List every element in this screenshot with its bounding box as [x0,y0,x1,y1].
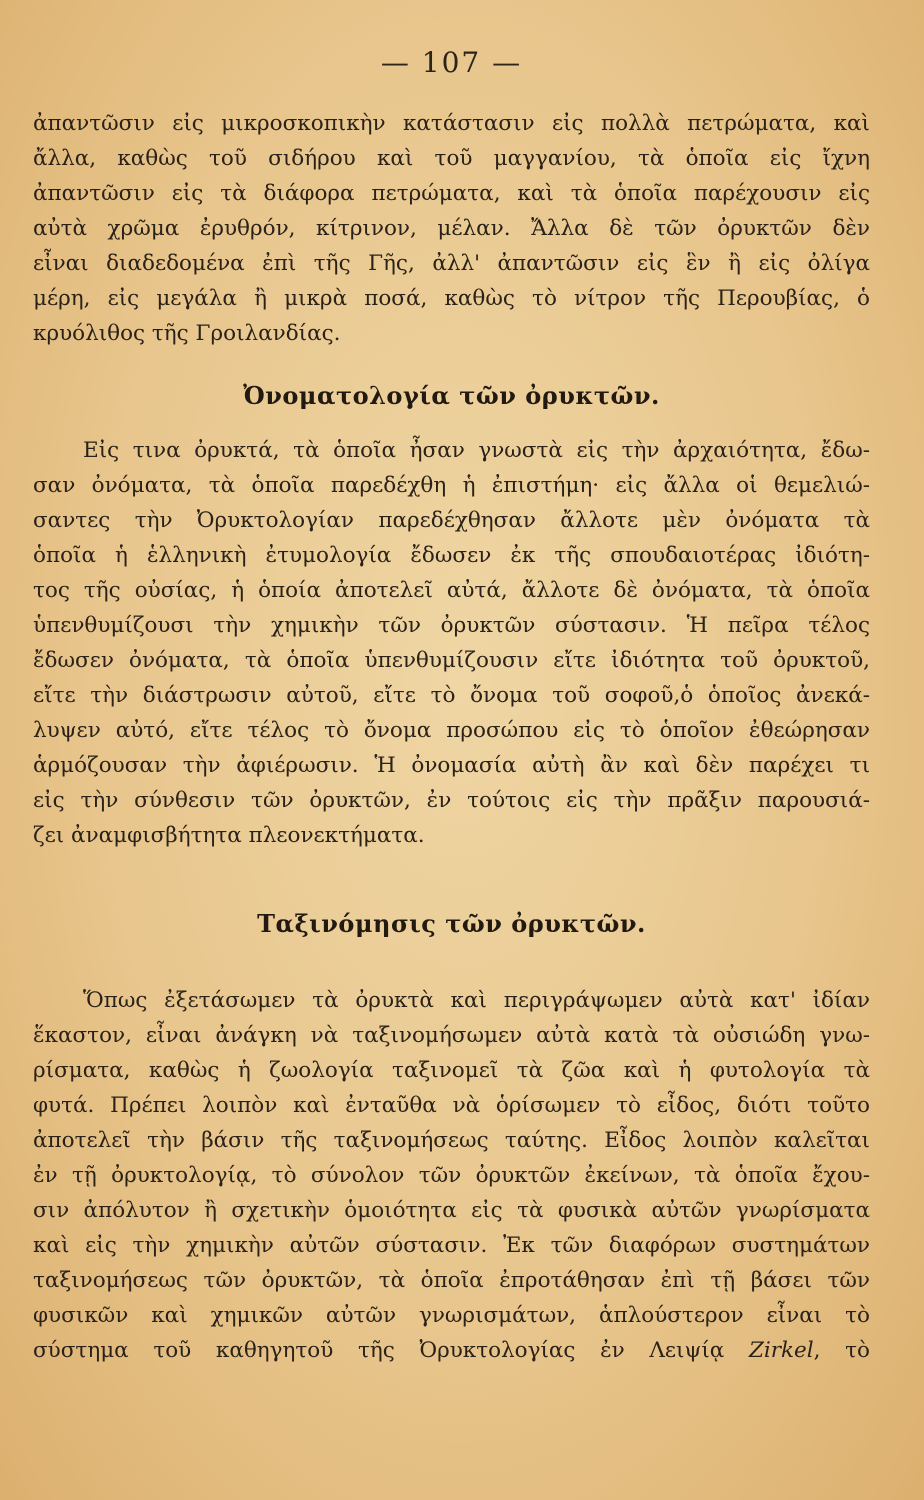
text-line: σαντες τὴν Ὀρυκτολογίαν παρεδέχθησαν ἄλλοτε μὲν ὀνόματα τὰ [33,508,870,533]
text-line: σιν ἀπόλυτον ἢ σχετικὴν ὁμοιότητα εἰς τὰ φυσικὰ αὐτῶν γνωρίσματα [33,1198,870,1223]
text-line: ἀπαντῶσιν εἰς τὰ διάφορα πετρώματα, καὶ τὰ ὁποῖα παρέχουσιν εἰς [33,181,870,206]
text-line: ἕκαστον, εἶναι ἀνάγκη νὰ ταξινομήσωμεν αὐτὰ κατὰ τὰ οὐσιώδη γνω- [33,1023,870,1048]
final-line-text: σύστημα τοῦ καθηγητοῦ τῆς Ὀρυκτολογίας ἐν Λειψίᾳ [33,1338,749,1363]
text-line: εἰς τὴν σύνθεσιν τῶν ὀρυκτῶν, ἐν τούτοις εἰς τὴν πρᾶξιν παρουσιά- [33,788,870,813]
paragraph-1 [33,106,870,351]
text-line: κρυόλιθος τῆς Γροιλανδίας. [33,321,341,346]
section-heading-nomenclature: Ὀνοματολογία τῶν ὀρυκτῶν. [243,381,660,410]
text-line: ἀπαντῶσιν εἰς μικροσκοπικὴν κατάστασιν εἰς πολλὰ πετρώματα, καὶ [33,111,870,136]
page-number: — 107 — [380,46,523,79]
final-line-tail: , τὸ [813,1338,870,1363]
text-line: αὐτὰ χρῶμα ἐρυθρόν, κίτρινον, μέλαν. Ἄλλα δὲ τῶν ὀρυκτῶν δὲν [33,216,870,241]
text-line: Ὅπως ἐξετάσωμεν τὰ ὀρυκτὰ καὶ περιγράψωμεν αὐτὰ κατ' ἰδίαν [83,988,870,1013]
text-line: ἐν τῇ ὀρυκτολογίᾳ, τὸ σύνολον τῶν ὀρυκτῶν ἐκείνων, τὰ ὁποῖα ἔχου- [33,1163,870,1188]
section-heading-classification: Ταξινόμησις τῶν ὀρυκτῶν. [257,909,646,938]
text-line: Εἰς τινα ὀρυκτά, τὰ ὁποῖα ἦσαν γνωστὰ εἰς τὴν ἀρχαιότητα, ἔδω- [83,438,870,463]
text-line: ἁρμόζουσαν τὴν ἀφιέρωσιν. Ἡ ὀνομασία αὐτὴ ἂν καὶ δὲν παρέχει τι [33,753,870,778]
text-line: σαν ὀνόματα, τὰ ὁποῖα παρεδέχθη ἡ ἐπιστήμη· εἰς ἄλλα οἱ θεμελιώ- [33,473,870,498]
text-line: ὑπενθυμίζουσι τὴν χημικὴν τῶν ὀρυκτῶν σύστασιν. Ἡ πεῖρα τέλος [33,613,870,638]
text-line: φυτά. Πρέπει λοιπὸν καὶ ἐνταῦθα νὰ ὁρίσωμεν τὸ εἶδος, διότι τοῦτο [33,1093,870,1118]
paragraph-2 [33,433,870,853]
text-line: ἄλλα, καθὼς τοῦ σιδήρου καὶ τοῦ μαγγανίου, τὰ ὁποῖα εἰς ἴχνη [33,146,870,171]
text-line: ζει ἀναμφισβήτητα πλεονεκτήματα. [33,823,425,848]
text-line: ἀποτελεῖ τὴν βάσιν τῆς ταξινομήσεως ταύτης. Εἶδος λοιπὸν καλεῖται [33,1128,870,1153]
text-line-final [33,1333,870,1368]
paragraph-3 [33,983,870,1368]
text-line: μέρη, εἰς μεγάλα ἢ μικρὰ ποσά, καθὼς τὸ νίτρον τῆς Περουβίας, ὁ [33,286,870,311]
text-line: ταξινομήσεως τῶν ὀρυκτῶν, τὰ ὁποῖα ἐπροτάθησαν ἐπὶ τῇ βάσει τῶν [33,1268,870,1293]
text-line: τος τῆς οὐσίας, ἡ ὁποία ἀποτελεῖ αὐτά, ἄλλοτε δὲ ὀνόματα, τὰ ὁποῖα [33,578,870,603]
text-line: ὁποῖα ἡ ἑλληνικὴ ἐτυμολογία ἔδωσεν ἐκ τῆς σπουδαιοτέρας ἰδιότη- [33,543,870,568]
text-line: ρίσματα, καθὼς ἡ ζωολογία ταξινομεῖ τὰ ζῶα καὶ ἡ φυτολογία τὰ [33,1058,870,1083]
text-line: εἴτε τὴν διάστρωσιν αὐτοῦ, εἴτε τὸ ὄνομα τοῦ σοφοῦ,ὁ ὁποῖος ἀνεκά- [33,683,870,708]
author-name: Zirkel [748,1338,814,1363]
text-line: φυσικῶν καὶ χημικῶν αὐτῶν γνωρισμάτων, ἁπλούστερον εἶναι τὸ [33,1303,870,1328]
text-line: ἔδωσεν ὀνόματα, τὰ ὁποῖα ὑπενθυμίζουσιν εἴτε ἰδιότητα τοῦ ὀρυκτοῦ, [33,648,870,673]
text-line: καὶ εἰς τὴν χημικὴν αὐτῶν σύστασιν. Ἐκ τῶν διαφόρων συστημάτων [33,1233,870,1258]
text-line: εἶναι διαδεδομένα ἐπὶ τῆς Γῆς, ἀλλ' ἀπαντῶσιν εἰς ἓν ἢ εἰς ὀλίγα [33,251,870,276]
text-line: λυψεν αὐτό, εἴτε τέλος τὸ ὄνομα προσώπου εἰς τὸ ὁποῖον ἐθεώρησαν [33,718,870,743]
